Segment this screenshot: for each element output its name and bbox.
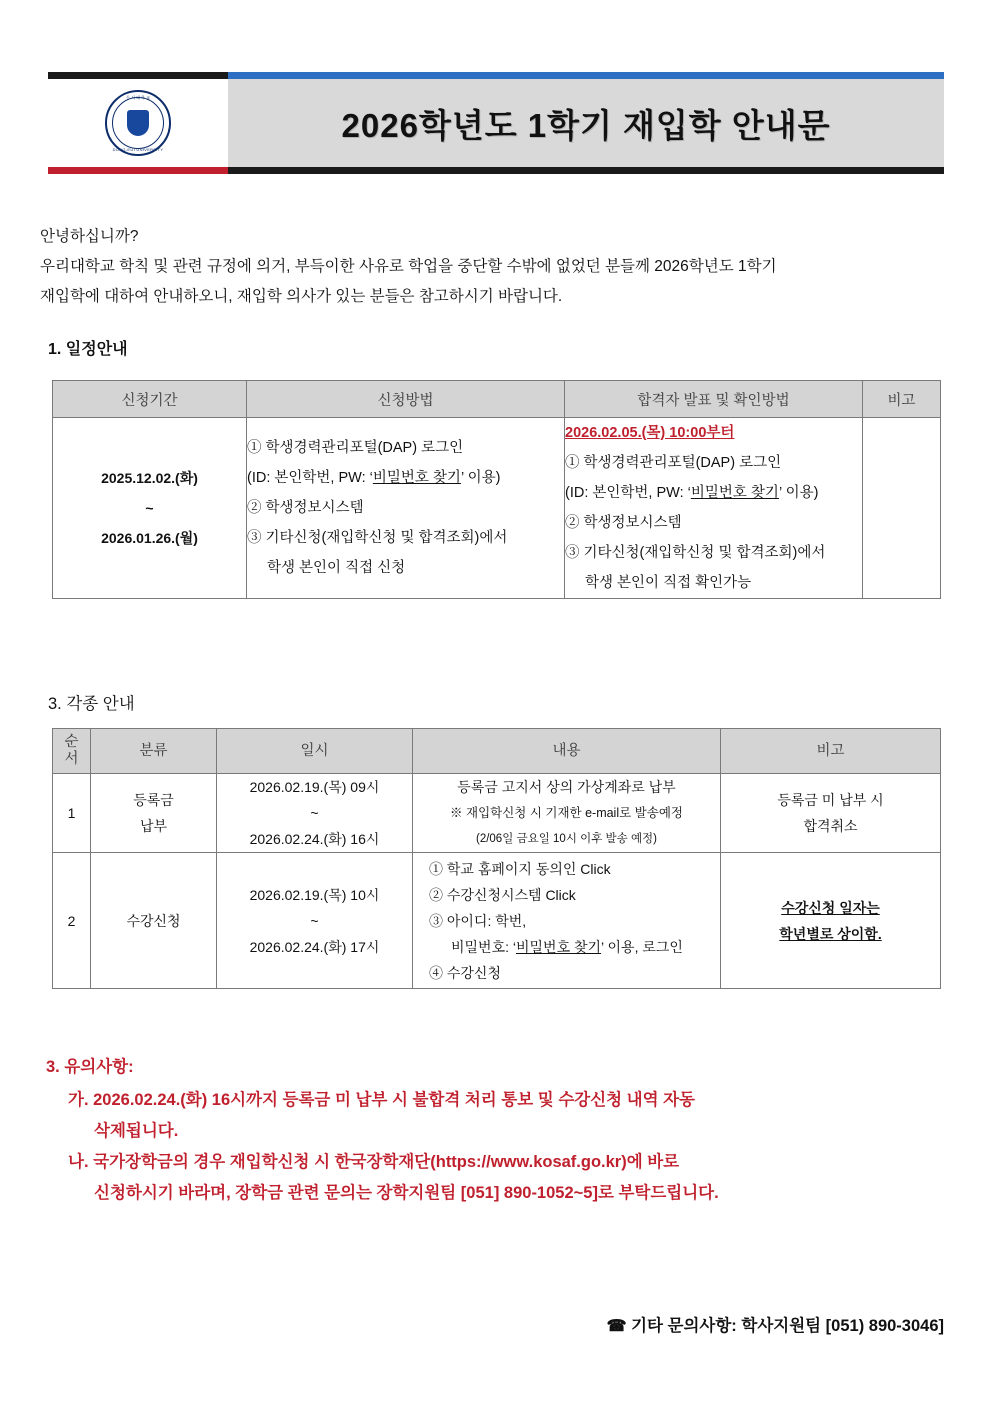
guide-row2-order: 2 <box>53 853 91 989</box>
guide-row1-remark <box>721 774 941 853</box>
guide-header-datetime: 일시 <box>217 729 413 774</box>
guide-row1-content <box>413 774 721 853</box>
intro-paragraph <box>40 222 950 312</box>
method-credentials <box>247 463 564 493</box>
guide-table-header-row <box>53 729 941 774</box>
guide-row1-date-end: 2026.02.24.(화) 16시 <box>249 831 380 847</box>
guide-header-order-line1: 순 <box>64 734 79 750</box>
phone-icon: ☎ <box>606 1318 627 1335</box>
precautions-section <box>46 1052 956 1209</box>
table-row <box>53 774 941 853</box>
schedule-header-remark: 비고 <box>863 381 941 418</box>
method-step-1: ① 학생경력관리포털(DAP) 로그인 <box>247 440 464 456</box>
header-bottom-dark-segment <box>228 167 944 174</box>
guide-header-type: 분류 <box>91 729 217 774</box>
method-step-2: ② 학생정보시스템 <box>247 500 364 516</box>
precaution-item-a <box>46 1085 956 1147</box>
result-credentials-prefix: (ID: 본인학번, PW: ‘ <box>565 485 691 501</box>
result-step-3: ③ 기타신청(재입학신청 및 합격조회)에서 <box>565 545 826 561</box>
guide-row1-type-line2: 납부 <box>139 818 168 834</box>
guide-row1-datetime <box>217 774 413 853</box>
intro-line-3: 재입학에 대하여 안내하오니, 재입학 의사가 있는 분들은 참고하시기 바랍니다. <box>40 288 563 305</box>
crest-shield-icon <box>127 110 149 136</box>
period-tilde: ~ <box>145 500 154 516</box>
contact-footer <box>607 1312 944 1336</box>
contact-footer-text: 기타 문의사항: 학사지원팀 [051) 890-3046] <box>631 1317 944 1335</box>
schedule-header-result: 합격자 발표 및 확인방법 <box>565 381 863 418</box>
password-find-link[interactable]: 비밀번호 찾기 <box>372 470 461 486</box>
document-header <box>48 72 944 174</box>
guide-row2-date-end: 2026.02.24.(화) 17시 <box>249 938 380 955</box>
section-1-heading: 1. 일정안내 <box>48 341 128 358</box>
guide-header-remark: 비고 <box>721 729 941 774</box>
schedule-table-header-row <box>53 381 941 418</box>
guide-row2-remark-line1: 수강신청 일자는 <box>781 899 880 916</box>
result-step-3-cont: 학생 본인이 직접 확인가능 <box>585 575 752 591</box>
guide-row2-content-line4 <box>429 934 720 960</box>
guide-table <box>52 728 941 989</box>
university-logo <box>48 79 228 167</box>
header-bottom-rule <box>48 167 944 174</box>
header-body <box>48 79 944 167</box>
header-top-rule <box>48 72 944 79</box>
result-step-2: ② 학생정보시스템 <box>565 515 682 531</box>
guide-row1-content-line1: 등록금 고지서 상의 가상계좌로 납부 <box>457 779 676 795</box>
guide-row1-remark-line2: 합격취소 <box>803 818 858 834</box>
header-top-blue-segment <box>228 72 944 79</box>
header-top-dark-segment <box>48 72 228 79</box>
guide-row2-password-prefix: 비밀번호: ‘ <box>451 938 516 955</box>
password-find-link[interactable]: 비밀번호 찾기 <box>690 485 779 501</box>
guide-row1-type-line1: 등록금 <box>133 792 174 808</box>
intro-line-1: 안녕하십니까? <box>40 228 139 245</box>
method-credentials-suffix: ’ 이용) <box>460 470 501 486</box>
schedule-header-period: 신청기간 <box>53 381 247 418</box>
guide-row2-datetime <box>217 853 413 989</box>
section-2-heading: 3. 각종 안내 <box>48 695 135 713</box>
period-start: 2025.12.02.(화) <box>101 470 198 486</box>
crest-bottom-text: DONG-EUI UNIVERSITY <box>112 147 164 152</box>
schedule-header-method: 신청방법 <box>247 381 565 418</box>
precaution-a-label: 가. <box>68 1091 89 1109</box>
schedule-table <box>52 380 941 599</box>
result-credentials <box>565 478 862 508</box>
result-step-1: ① 학생경력관리포털(DAP) 로그인 <box>565 455 782 471</box>
guide-row1-content-line2: ※ 재입학신청 시 기재한 e-mail로 발송예정 <box>450 806 683 820</box>
guide-row2-content <box>413 853 721 989</box>
guide-row2-content-line1: ① 학교 홈페이지 동의인 Click <box>429 860 611 877</box>
document-title: 2026학년도 1학기 재입학 안내문 <box>341 106 831 144</box>
guide-row1-remark-line1: 등록금 미 납부 시 <box>777 792 884 808</box>
precaution-a-line1: 2026.02.24.(화) 16시까지 등록금 미 납부 시 불합격 처리 통보 및 수강신청 내역 자동 <box>93 1091 695 1109</box>
schedule-remark-cell <box>863 418 941 599</box>
guide-row2-content-line3: ③ 아이디: 학번, <box>429 912 527 929</box>
table-row <box>53 853 941 989</box>
precaution-a-line2: 삭제됩니다. <box>94 1122 179 1140</box>
schedule-method-cell <box>247 418 565 599</box>
guide-row1-type <box>91 774 217 853</box>
precaution-b-line2: 신청하시기 바라며, 장학금 관련 문의는 장학지원팀 [051] 890-1052~5]로 부탁드립니다. <box>94 1184 719 1202</box>
intro-line-2: 우리대학교 학칙 및 관련 규정에 의거, 부득이한 사유로 학업을 중단할 수밖에 없었던 분들께 2026학년도 1학기 <box>40 258 777 275</box>
guide-header-order <box>53 729 91 774</box>
precautions-title: 3. 유의사항: <box>46 1058 134 1076</box>
password-find-link[interactable]: 비밀번호 찾기 <box>516 938 602 955</box>
result-credentials-suffix: ’ 이용) <box>778 485 819 501</box>
schedule-period-cell <box>53 418 247 599</box>
university-crest-icon <box>105 90 171 156</box>
result-announce-datetime: 2026.02.05.(목) 10:00부터 <box>565 425 735 441</box>
method-step-3: ③ 기타신청(재입학신청 및 합격조회)에서 <box>247 530 508 546</box>
guide-row1-order: 1 <box>53 774 91 853</box>
guide-header-content: 내용 <box>413 729 721 774</box>
guide-row1-content-line3: (2/06일 금요일 10시 이후 발송 예정) <box>475 833 657 845</box>
precaution-item-b <box>46 1147 956 1209</box>
method-credentials-prefix: (ID: 본인학번, PW: ‘ <box>247 470 373 486</box>
schedule-result-cell <box>565 418 863 599</box>
guide-row2-content-line2: ② 수강신청시스템 Click <box>429 886 576 903</box>
guide-header-order-line2: 서 <box>64 751 79 767</box>
guide-row2-content-line5: ④ 수강신청 <box>429 964 501 981</box>
header-bottom-red-segment <box>48 167 228 174</box>
guide-row2-date-start: 2026.02.19.(목) 10시 <box>249 886 380 903</box>
guide-row2-remark-line2: 학년별로 상이함. <box>779 925 882 942</box>
crest-top-text: 동 서 대 학 교 <box>126 95 150 100</box>
precaution-b-line1: 국가장학금의 경우 재입학신청 시 한국장학재단(https://www.kosaf.go.kr)에 바로 <box>93 1153 680 1171</box>
guide-row2-password-suffix: ’ 이용, 로그인 <box>601 938 683 955</box>
header-title-box <box>228 79 944 167</box>
guide-row2-date-tilde: ~ <box>310 912 319 929</box>
guide-row2-remark <box>721 853 941 989</box>
period-end: 2026.01.26.(월) <box>101 530 198 546</box>
schedule-table-row <box>53 418 941 599</box>
precaution-b-label: 나. <box>68 1153 89 1171</box>
method-step-3-cont: 학생 본인이 직접 신청 <box>267 560 406 576</box>
guide-row1-date-start: 2026.02.19.(목) 09시 <box>249 779 380 795</box>
guide-row2-type: 수강신청 <box>91 853 217 989</box>
guide-row1-date-tilde: ~ <box>310 805 319 821</box>
